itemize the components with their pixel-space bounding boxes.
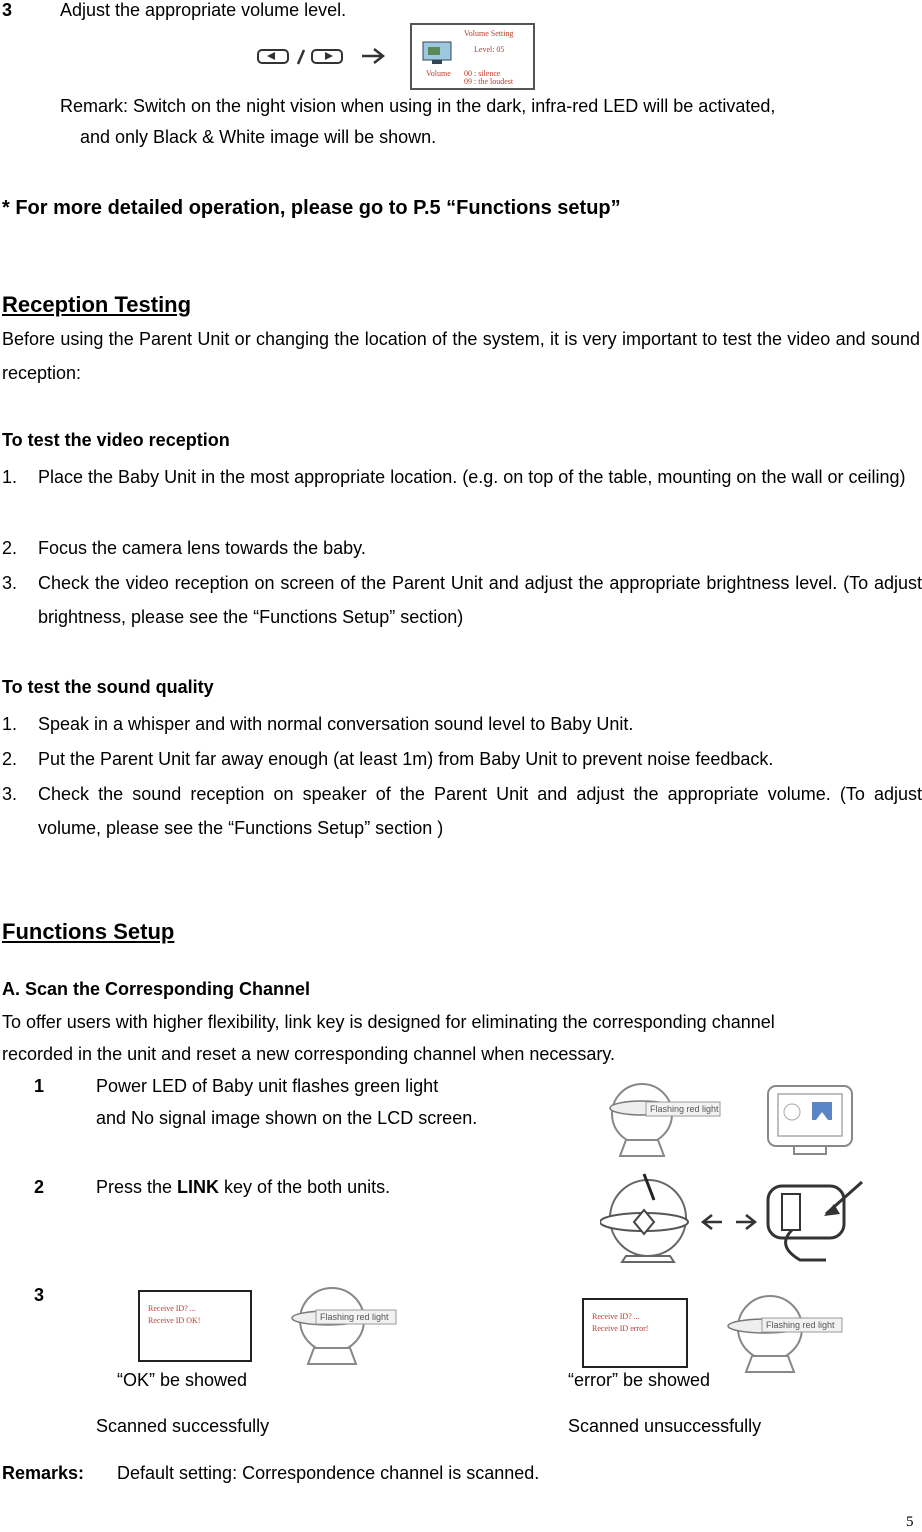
scan-intro-line-1: To offer users with higher flexibility, link key is designed for eliminating the corresponding channel [2,1012,775,1032]
item-text: Speak in a whisper and with normal conversation sound level to Baby Unit. [38,714,634,734]
remarks-label: Remarks: [2,1463,85,1483]
scan-step-1-line-2: and No signal image shown on the LCD screen. [96,1108,478,1128]
sound-item-1 [2,707,922,741]
more-detail-note: * For more detailed operation, please go to P.5 “Functions setup” [2,197,621,219]
screen-line2: 09 : the loudest [464,77,514,86]
baby-unit-icon [606,1080,726,1160]
link-key-figure [600,1170,880,1265]
item-text: Check the video reception on screen of the Parent Unit and adjust the appropriate brightness level. (To adjust brightness, please see the “Functions Setup” section) [38,573,922,627]
item-number: 1. [2,467,18,487]
error-caption: “error” be showed [568,1370,711,1390]
error-screen [582,1298,688,1368]
sound-item-2 [2,742,922,776]
video-item-2 [2,531,922,565]
link-key-icon [600,1170,880,1265]
reception-heading: Reception Testing [2,292,192,317]
reception-intro: Before using the Parent Unit or changing the location of the system, it is very important to test the video and sound reception: [2,329,920,383]
scan-step-2-number: 2 [34,1177,45,1197]
parent-unit-figure [764,1082,856,1160]
error-result: Scanned unsuccessfully [568,1416,762,1436]
monitor-thumbnail-icon [422,41,456,65]
scan-step-1-line-1: Power LED of Baby unit flashes green light [96,1076,439,1096]
volume-setting-screen [410,23,535,90]
step-text: Adjust the appropriate volume level. [60,0,347,20]
sound-test-title: To test the sound quality [2,677,214,697]
scan-intro-line-2: recorded in the unit and reset a new corresponding channel when necessary. [2,1044,616,1064]
parent-unit-icon [764,1082,856,1160]
ok-caption: “OK” be showed [117,1370,248,1390]
ok-result: Scanned successfully [96,1416,270,1436]
scan-step-1-number: 1 [34,1076,45,1096]
item-number: 1. [2,714,18,734]
baby-unit-figure-ok [288,1284,398,1368]
ok-screen-line-1: Receive ID? ... [148,1304,196,1313]
volume-buttons-figure [256,46,386,68]
screen-line1: 00 : silence [464,69,501,78]
ok-screen-line-2: Receive ID OK! [148,1316,201,1325]
baby-unit-icon [722,1292,846,1376]
link-key-label: LINK [177,1177,220,1197]
functions-heading: Functions Setup [2,919,175,944]
flash-label: Flashing red light [766,1320,835,1330]
remark-line-2: and only Black & White image will be shown. [80,127,437,147]
error-screen-line-1: Receive ID? ... [592,1312,640,1321]
remarks-text: Default setting: Correspondence channel is scanned. [117,1463,540,1483]
ok-screen [138,1290,252,1362]
baby-unit-figure-error [722,1292,846,1376]
flash-label: Flashing red light [650,1104,719,1114]
page-number: 5 [906,1514,914,1530]
video-test-title: To test the video reception [2,430,230,450]
item-text: Focus the camera lens towards the baby. [38,538,366,558]
baby-unit-icon [288,1284,398,1368]
step-number: 3 [2,0,13,20]
scan-step-2-text [96,1177,390,1198]
item-number: 2. [2,538,18,558]
press-prefix: Press the [96,1177,178,1197]
press-suffix: key of the both units. [219,1177,391,1197]
volume-buttons-icon [256,46,386,68]
error-screen-line-2: Receive ID error! [592,1324,649,1333]
flash-label: Flashing red light [320,1312,389,1322]
screen-label: Volume [426,69,451,78]
baby-unit-figure-1 [606,1080,726,1160]
video-item-1 [2,460,922,528]
video-item-3 [2,566,922,634]
sound-item-3 [2,777,922,845]
item-number: 2. [2,749,18,769]
item-text: Check the sound reception on speaker of the Parent Unit and adjust the appropriate volume. (To adjust volume, please see the “Functions Setup” section ) [38,784,922,838]
screen-level: Level: 05 [474,45,505,54]
item-number: 3. [2,784,18,804]
item-number: 3. [2,573,18,593]
item-text: Put the Parent Unit far away enough (at least 1m) from Baby Unit to prevent noise feedback. [38,749,774,769]
item-text: Place the Baby Unit in the most appropriate location. (e.g. on top of the table, mounting on the wall or ceiling) [38,467,906,487]
screen-title: Volume Setting [464,29,514,38]
scan-step-3-number: 3 [34,1285,45,1305]
remark-line-1: Remark: Switch on the night vision when using in the dark, infra-red LED will be activated, [60,96,776,116]
scan-title: A. Scan the Corresponding Channel [2,979,311,999]
